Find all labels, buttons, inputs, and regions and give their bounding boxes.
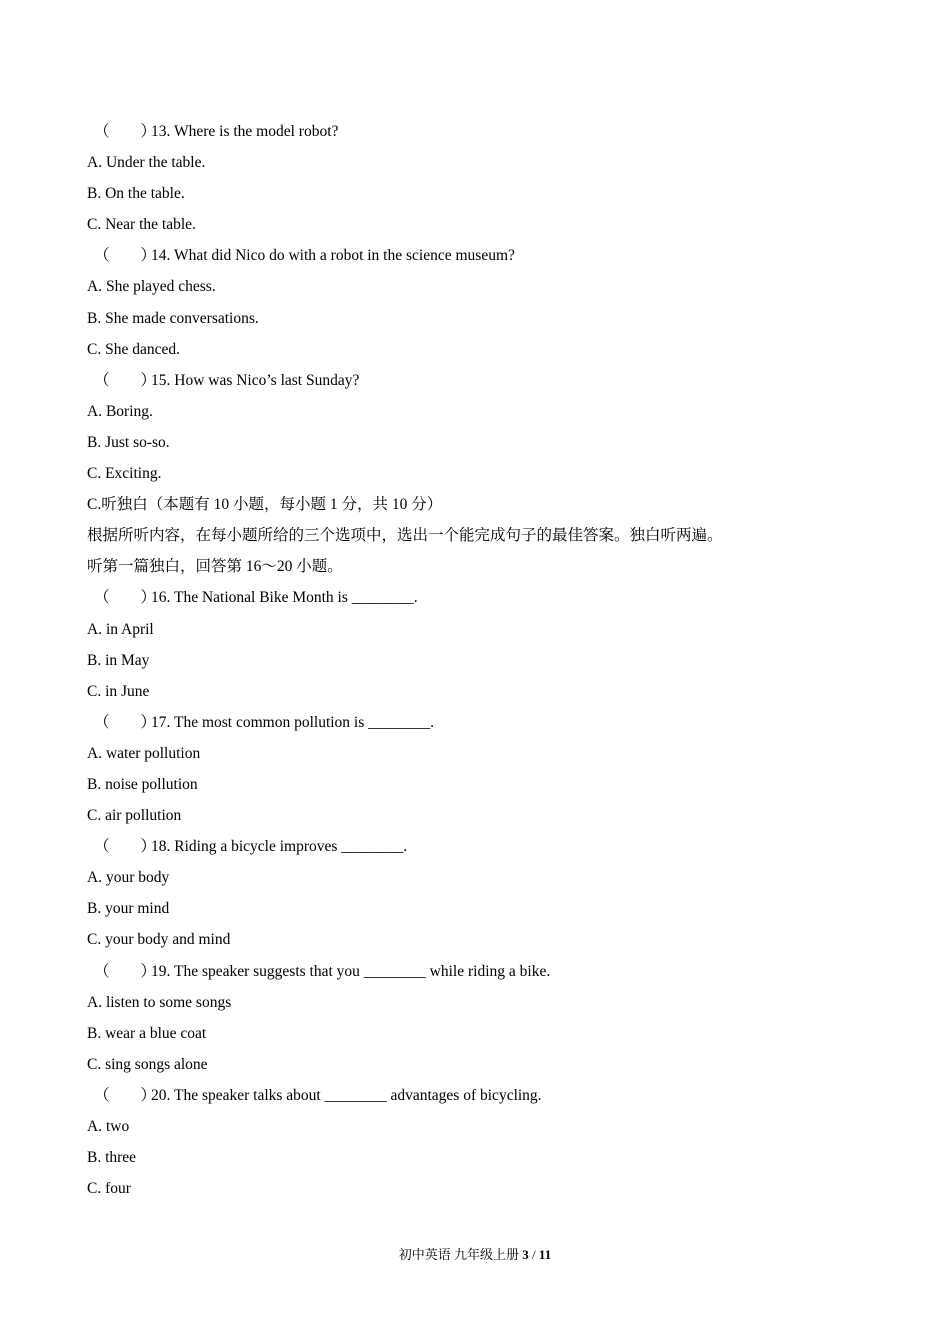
option-a: A. She played chess. — [87, 278, 216, 296]
question-text: 13. Where is the model robot? — [151, 123, 339, 140]
option-b: B. noise pollution — [87, 775, 198, 793]
section-c-instruction: 根据所听内容，在每小题所给的三个选项中，选出一个能完成句子的最佳答案。独白听两遍。 — [87, 527, 723, 545]
answer-blank: （ ） — [94, 1086, 157, 1104]
question-text: 16. The National Bike Month is ________. — [151, 589, 418, 607]
option-a: A. Under the table. — [87, 154, 206, 172]
page-current: 3 — [522, 1247, 529, 1262]
option-a: A. listen to some songs — [87, 993, 232, 1011]
option-a: A. your body — [87, 869, 170, 887]
answer-blank: （ ） — [94, 247, 157, 265]
question-13 — [87, 116, 867, 147]
page-total: 11 — [538, 1247, 552, 1262]
option-c: C. air pollution — [87, 807, 182, 825]
option-c: C. in June — [87, 682, 150, 700]
question-15 — [87, 365, 867, 396]
answer-blank: （ ） — [94, 838, 157, 856]
section-c-sub-instruction: 听第一篇独白，回答第 16～20 小题。 — [87, 558, 343, 576]
option-a: A. water pollution — [87, 744, 201, 762]
question-text: 14. What did Nico do with a robot in the science museum? — [151, 247, 515, 265]
exam-content — [87, 116, 867, 1204]
option-b: B. Just so-so. — [87, 433, 170, 451]
option-c: C. sing songs alone — [87, 1055, 208, 1073]
footer-subject: 初中英语 九年级上册 — [398, 1247, 523, 1262]
answer-blank: （ ） — [94, 589, 157, 607]
answer-blank: （ ） — [94, 713, 157, 731]
option-c: C. Near the table. — [87, 216, 196, 234]
option-b: B. in May — [87, 651, 150, 669]
question-16 — [87, 582, 867, 613]
page-footer — [0, 1245, 950, 1265]
question-text: 20. The speaker talks about ________ advantages of bicycling. — [151, 1086, 542, 1104]
question-17 — [87, 707, 867, 738]
option-a: A. in April — [87, 620, 154, 638]
question-text: 19. The speaker suggests that you ________ while riding a bike. — [151, 962, 551, 980]
option-b: B. three — [87, 1149, 137, 1167]
answer-blank: （ ） — [94, 371, 157, 389]
option-b: B. She made conversations. — [87, 309, 259, 327]
section-c-title: C.听独白（本题有 10 小题，每小题 1 分，共 10 分） — [87, 496, 443, 514]
question-18 — [87, 831, 867, 862]
option-c: C. four — [87, 1180, 131, 1198]
question-20 — [87, 1080, 867, 1111]
option-c: C. She danced. — [87, 340, 180, 358]
question-text: 15. How was Nico’s last Sunday? — [151, 371, 360, 389]
option-b: B. On the table. — [87, 185, 185, 203]
option-b: B. wear a blue coat — [87, 1024, 207, 1042]
option-a: A. two — [87, 1118, 130, 1135]
answer-blank: （ ） — [94, 962, 157, 980]
page-separator: / — [528, 1247, 539, 1262]
option-c: C. Exciting. — [87, 465, 162, 483]
answer-blank: （ ） — [94, 123, 157, 140]
question-text: 17. The most common pollution is ________. — [151, 713, 435, 731]
question-19 — [87, 956, 867, 987]
option-a: A. Boring. — [87, 402, 153, 420]
question-text: 18. Riding a bicycle improves ________. — [151, 838, 408, 856]
option-c: C. your body and mind — [87, 931, 231, 949]
option-b: B. your mind — [87, 900, 170, 918]
question-14 — [87, 240, 867, 271]
